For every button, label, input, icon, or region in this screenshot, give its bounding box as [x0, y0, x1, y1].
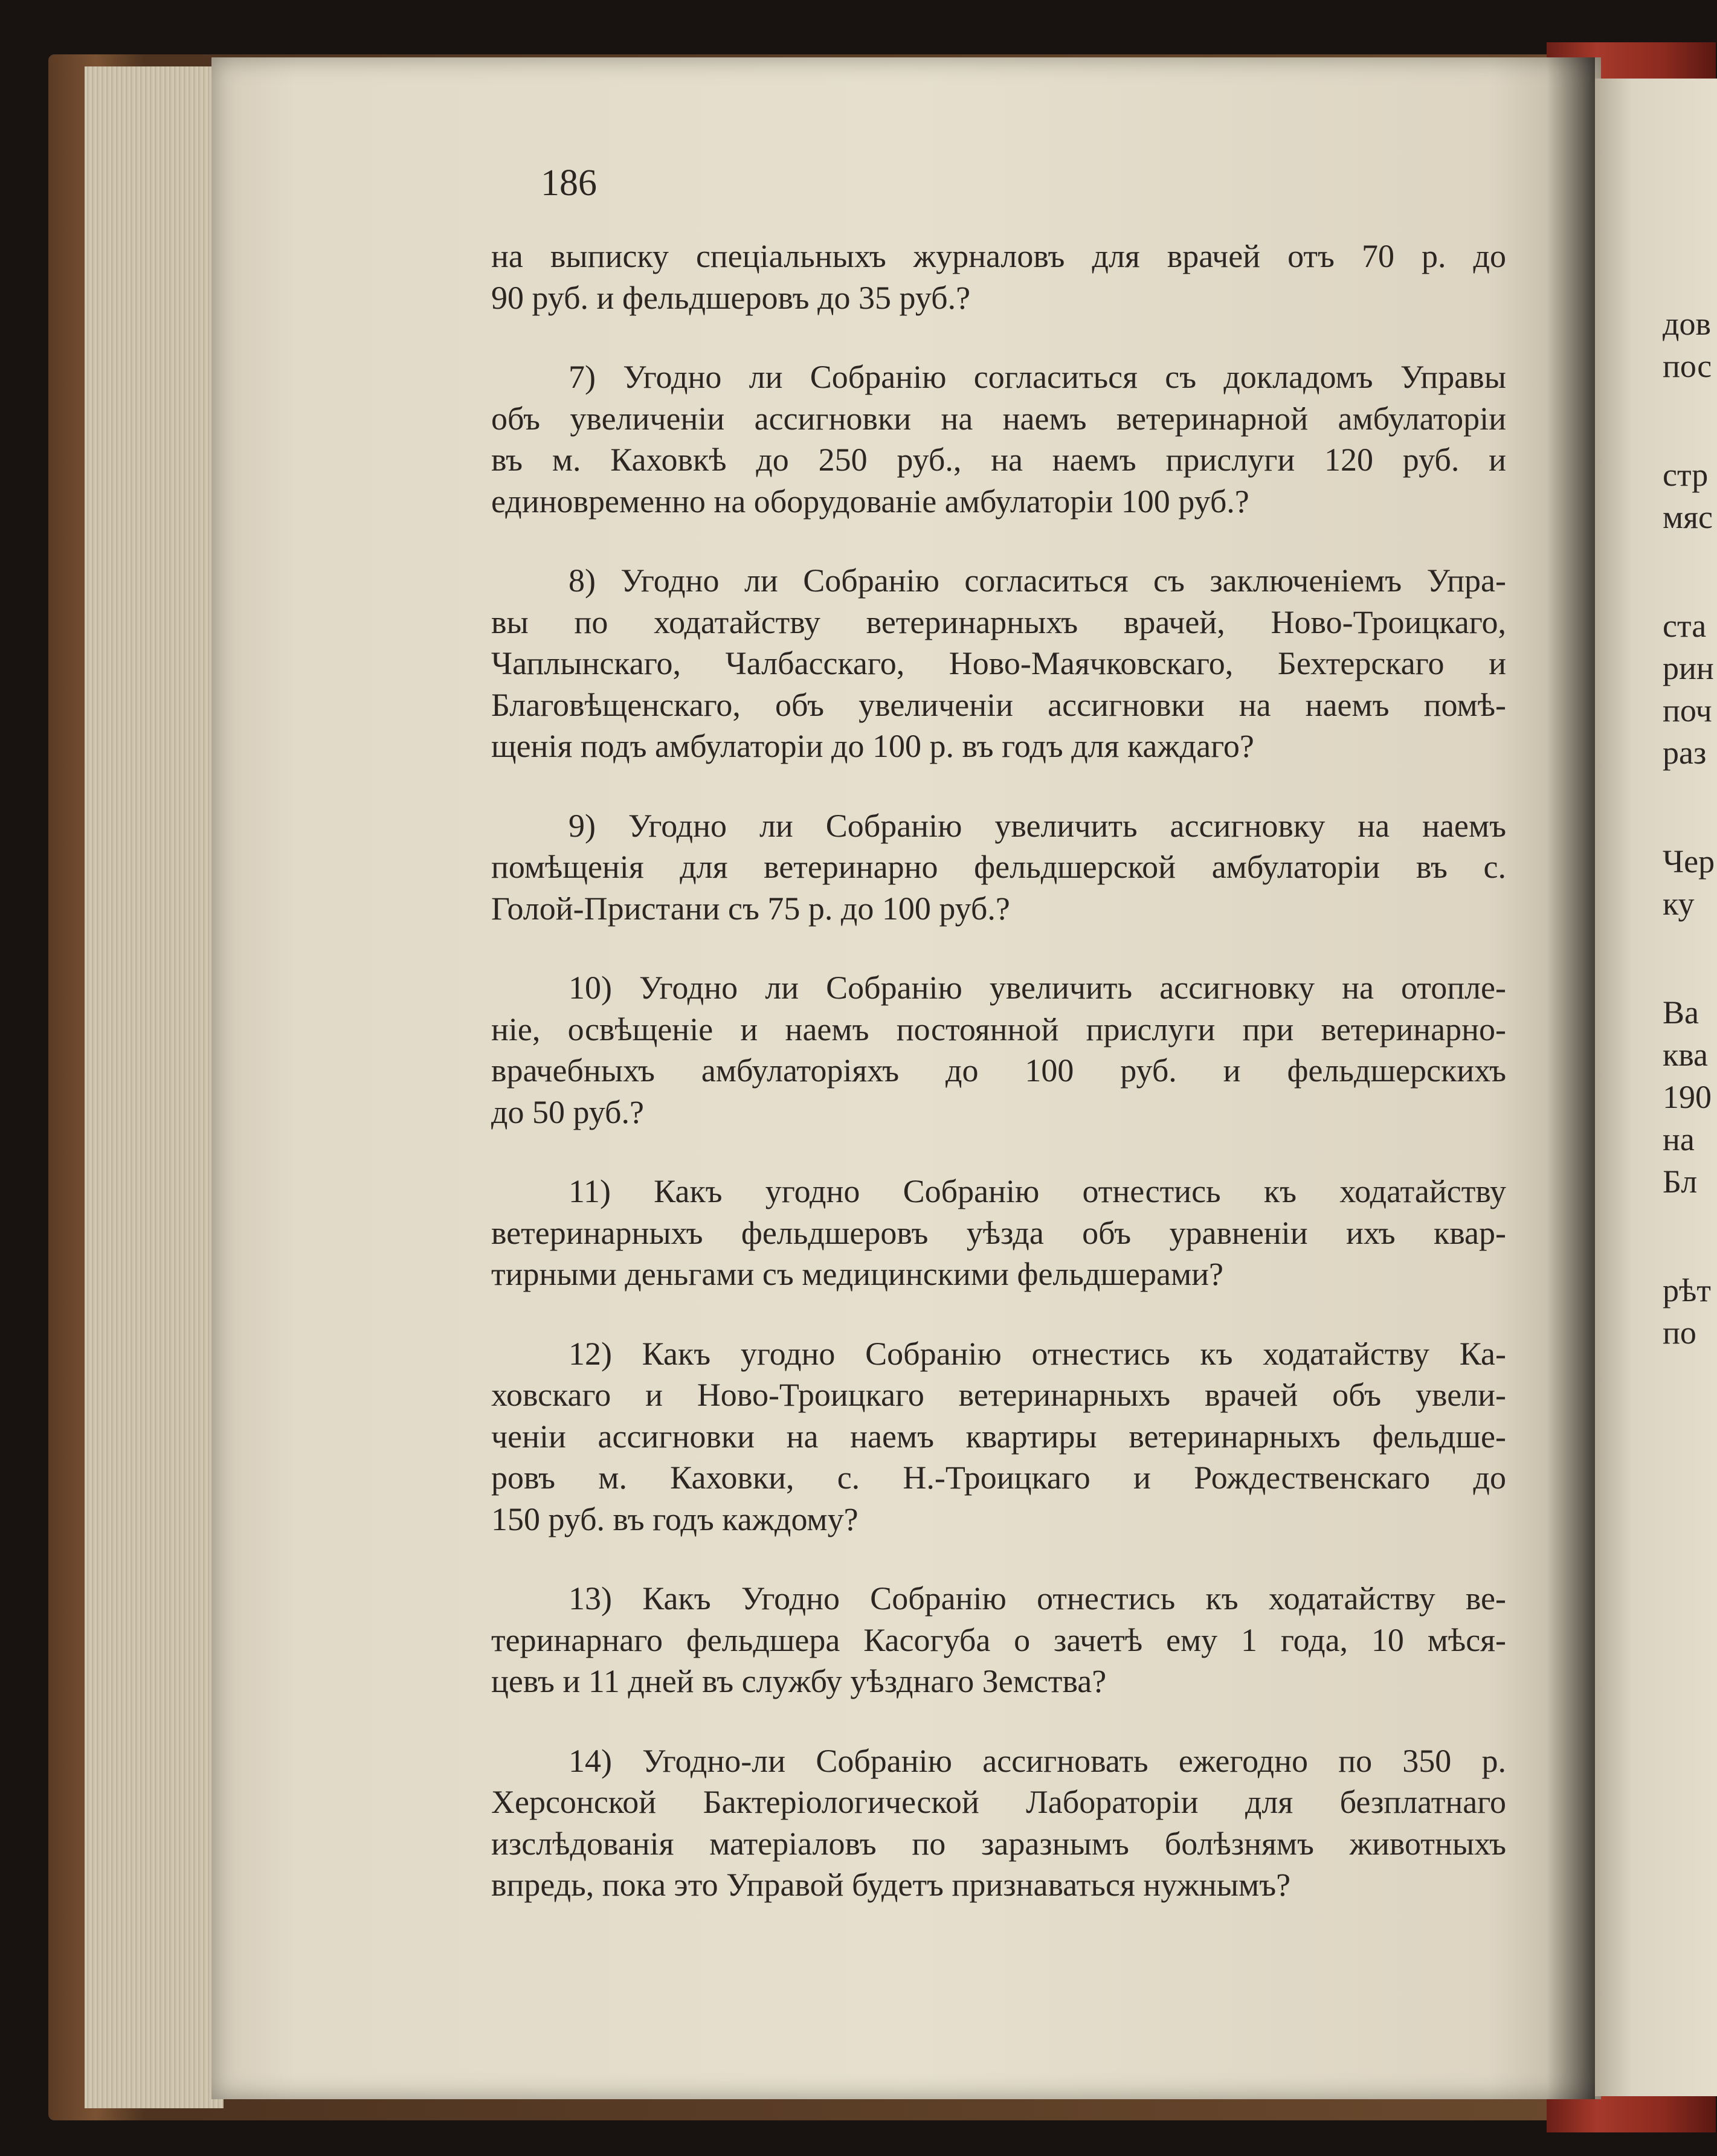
gutter-shadow — [1547, 57, 1595, 2099]
right-page-fragment: поч — [1663, 692, 1712, 729]
text-line: ветеринарныхъ фельдшеровъ уѣзда объ уравненіи ихъ квар- — [491, 1214, 1506, 1251]
text-line: 10) Угодно ли Собранію увеличить ассигновку на отопле- — [569, 970, 1506, 1006]
page-number: 186 — [541, 163, 597, 204]
paragraph — [491, 356, 1506, 522]
right-page-fragment: 190 — [1663, 1079, 1712, 1115]
right-page-fragment: на — [1663, 1121, 1695, 1157]
text-line: 14) Угодно-ли Собранію ассигновать ежегодно по 350 р. — [569, 1742, 1506, 1779]
text-line: 12) Какъ угодно Собранію отнестись къ ходатайству Ка- — [569, 1335, 1506, 1372]
text-line: помѣщенія для ветеринарно фельдшерской амбулаторіи въ с. — [491, 849, 1506, 885]
right-page-fragment: дов — [1663, 306, 1711, 342]
right-page-fragment: рѣт — [1663, 1272, 1711, 1308]
right-page-fragment: Бл — [1663, 1163, 1698, 1200]
text-line: ховскаго и Ново-Троицкаго ветеринарныхъ врачей объ увели- — [491, 1377, 1506, 1413]
page-text — [491, 163, 1506, 1944]
text-line: изслѣдованія матеріаловъ по заразнымъ болѣзнямъ животныхъ — [491, 1825, 1506, 1862]
text-line: цевъ и 11 дней въ службу уѣзднаго Земства? — [491, 1663, 1107, 1699]
right-page-fragment: рин — [1663, 650, 1714, 686]
right-page-fragment: ква — [1663, 1037, 1708, 1073]
paragraph — [491, 805, 1506, 930]
text-line: ченіи ассигновки на наемъ квартиры ветеринарныхъ фельдше- — [491, 1418, 1506, 1455]
text-line: 90 руб. и фельдшеровъ до 35 руб.? — [491, 279, 971, 316]
text-line: Благовѣщенскаго, объ увеличеніи ассигновки на наемъ помѣ- — [491, 686, 1506, 723]
text-line: врачебныхъ амбулаторіяхъ до 100 руб. и фельдшерскихъ — [491, 1052, 1506, 1089]
text-line: теринарнаго фельдшера Касогуба о зачетѣ ему 1 года, 10 мѣся- — [491, 1621, 1506, 1658]
paragraph — [491, 236, 1506, 318]
text-line: до 50 руб.? — [491, 1093, 644, 1130]
text-line: въ м. Каховкѣ до 250 руб., на наемъ прислуги 120 руб. и — [491, 442, 1506, 478]
right-page-text-fragments — [1663, 305, 1717, 1368]
text-line: ніе, освѣщеніе и наемъ постоянной прислуги при ветеринарно- — [491, 1011, 1506, 1047]
paragraph — [491, 1171, 1506, 1295]
right-page-fragment: по — [1663, 1315, 1696, 1351]
right-page-fragment: мяс — [1663, 499, 1713, 535]
paragraph — [491, 967, 1506, 1133]
text-line: впредь, пока это Управой будетъ признаваться нужнымъ? — [491, 1867, 1291, 1903]
text-line: 7) Угодно ли Собранію согласиться съ докладомъ Управы — [569, 359, 1506, 395]
paragraph — [491, 1578, 1506, 1702]
page-edge-stack — [85, 66, 224, 2108]
right-page-fragment: Чер — [1663, 843, 1715, 880]
text-line: Голой-Пристани съ 75 р. до 100 руб.? — [491, 890, 1010, 927]
paragraph — [491, 560, 1506, 767]
text-line: тирными деньгами съ медицинскими фельдшерами? — [491, 1256, 1224, 1292]
text-line: 13) Какъ Угодно Собранію отнестись къ ходатайству ве- — [569, 1580, 1506, 1617]
right-page-fragment: пос — [1663, 348, 1712, 384]
text-line: вы по ходатайству ветеринарныхъ врачей, Ново-Троицкаго, — [491, 603, 1506, 640]
text-line: объ увеличеніи ассигновки на наемъ ветеринарной амбулаторіи — [491, 400, 1506, 437]
right-page-fragment: стр — [1663, 457, 1709, 493]
right-page-fragment: раз — [1663, 735, 1707, 771]
text-line: 9) Угодно ли Собранію увеличить ассигновку на наемъ — [569, 807, 1506, 844]
text-line: ровъ м. Каховки, с. Н.-Троицкаго и Рождественскаго до — [491, 1459, 1506, 1496]
paragraph — [491, 1333, 1506, 1540]
text-line: на выписку спеціальныхъ журналовъ для врачей отъ 70 р. до — [491, 238, 1506, 274]
text-line: единовременно на оборудованіе амбулаторіи 100 руб.? — [491, 483, 1249, 520]
text-line: 8) Угодно ли Собранію согласиться съ заключеніемъ Упра- — [569, 562, 1506, 599]
right-page-fragment: ку — [1663, 886, 1695, 922]
paragraph — [491, 1740, 1506, 1906]
right-page-fragment: Ва — [1663, 994, 1699, 1031]
text-line: 150 руб. въ годъ каждому? — [491, 1501, 858, 1537]
right-page-fragment: ста — [1663, 608, 1707, 644]
text-line: Чаплынскаго, Чалбасскаго, Ново-Маячковскаго, Бехтерскаго и — [491, 645, 1506, 681]
text-line: Херсонской Бактеріологической Лабораторіи для безплатнаго — [491, 1784, 1506, 1820]
text-line: 11) Какъ угодно Собранію отнестись къ ходатайству — [569, 1173, 1506, 1209]
text-line: щенія подъ амбулаторіи до 100 р. въ годъ для каждаго? — [491, 728, 1254, 764]
